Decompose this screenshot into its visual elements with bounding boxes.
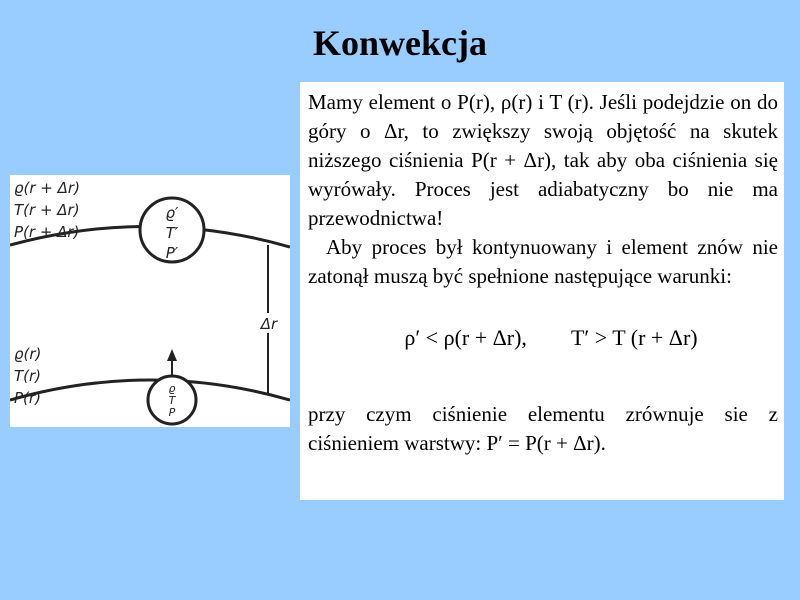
paragraph-3: przy czym ciśnienie elementu zrównuje sie z ciśnieniem warstwy: P′ = P(r + Δr). (308, 402, 778, 455)
bubble-T: T (168, 394, 176, 407)
equation (308, 318, 778, 376)
label-P-bottom: P(r) (14, 389, 41, 407)
delta-r-label: Δr (260, 315, 278, 333)
text-panel (300, 82, 784, 500)
equation-left: ρ′ < ρ(r + Δr), (404, 325, 527, 350)
bubble-P: P (168, 406, 176, 419)
rise-arrow-head (167, 349, 177, 361)
bubble-T-prime: T′ (165, 224, 179, 242)
convection-diagram (10, 175, 290, 427)
label-T-bottom: T(r) (14, 367, 42, 385)
slide-title: Konwekcja (313, 23, 487, 63)
convection-figure (10, 175, 290, 427)
bubble-rho: ϱ (168, 382, 176, 395)
paragraph-2: Aby proces był kontynuowany i element znów nie zatonął muszą być spełnione następujące warunki: (308, 235, 778, 288)
spacer (308, 291, 778, 318)
spacer (308, 376, 778, 400)
paragraph-1: Mamy element o P(r), ρ(r) i T (r). Jeśli podejdzie on do góry o Δr, to zwiększy swoją objętość na skutek niższego ciśnienia P(r + Δr), tak aby oba ciśnienia się wyrówały. Proces jest adiabatyczny bo nie ma przewodnictwa! (308, 90, 778, 230)
bubble-rho-prime: ϱ′ (165, 204, 179, 222)
bubble-P-prime: P′ (165, 244, 179, 262)
label-P-top: P(r + Δr) (14, 223, 80, 241)
label-rho-bottom: ϱ(r) (14, 345, 42, 363)
label-T-top: T(r + Δr) (14, 201, 80, 219)
equation-right: T′ > T (r + Δr) (570, 325, 698, 350)
label-rho-top: ϱ(r + Δr) (14, 179, 80, 197)
